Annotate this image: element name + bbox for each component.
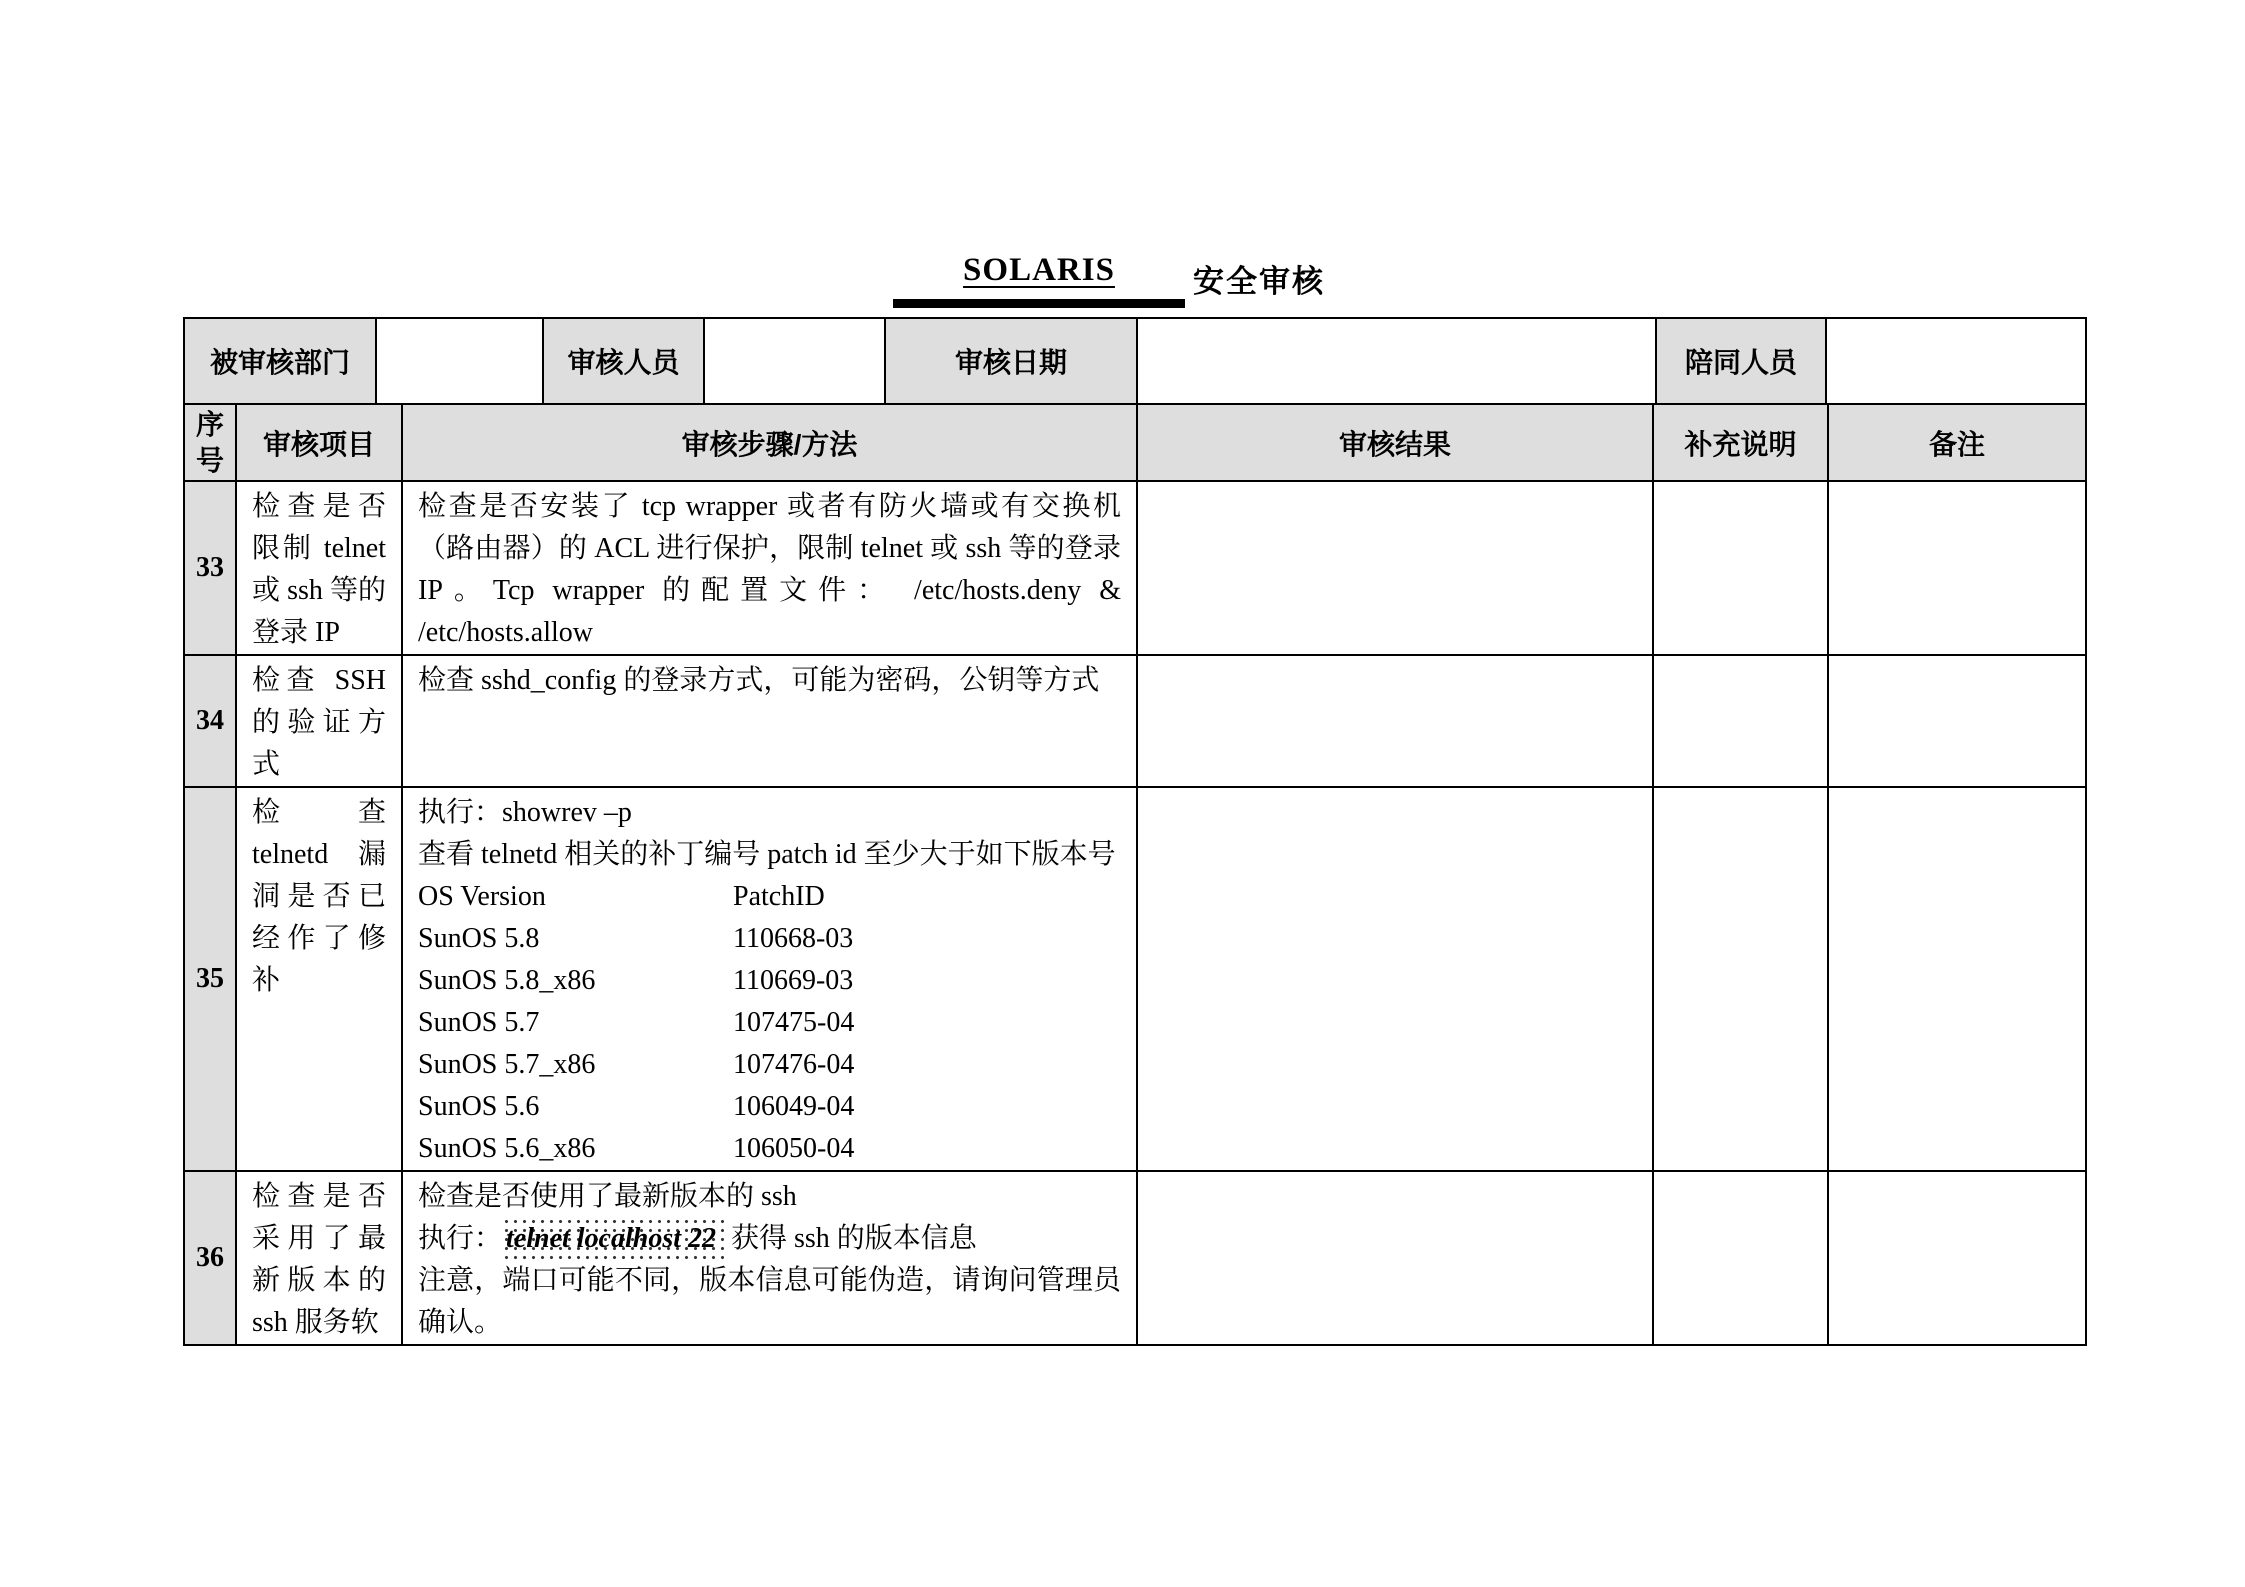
row35-no: 35: [184, 787, 236, 1171]
row34-remark[interactable]: [1828, 655, 2086, 787]
info-bar-row: [184, 318, 2086, 404]
row33-supplement[interactable]: [1653, 481, 1828, 655]
row34-no: 34: [184, 655, 236, 787]
row35-remark[interactable]: [1828, 787, 2086, 1171]
patch-id: 110669-03: [733, 965, 854, 996]
row35-method: [402, 787, 1137, 1171]
col-header-item: 审核项目: [236, 404, 402, 481]
row36-method-line1: 检查是否使用了最新版本的 ssh: [418, 1181, 797, 1212]
row36-method-note: 注意，端口可能不同，版本信息可能伪造，请询问管理员确认。: [418, 1265, 1121, 1338]
row36-item: 检查是否采用了最新版本的 ssh 服务软: [236, 1171, 402, 1345]
patch-id: 107476-04: [733, 1049, 855, 1080]
patch-os: SunOS 5.7: [418, 1007, 540, 1038]
patch-table-row: [418, 1002, 1121, 1044]
col-header-remark: 备注: [1828, 404, 2086, 481]
col-header-method: 审核步骤/方法: [402, 404, 1137, 481]
header-row: [184, 404, 2086, 481]
patch-os: SunOS 5.8: [418, 923, 540, 954]
row35-method-desc: 查看 telnetd 相关的补丁编号 patch id 至少大于如下版本号: [418, 839, 1116, 870]
patch-table-row: [418, 1044, 1121, 1086]
patch-os: SunOS 5.7_x86: [418, 1049, 596, 1080]
row33-result[interactable]: [1137, 481, 1653, 655]
patch-table-row: [418, 918, 1121, 960]
title-cn: 安全审核: [1193, 264, 1325, 299]
row33-method: 检查是否安装了 tcp wrapper 或者有防火墙或有交换机（路由器）的 ACL 进行保护，限制 telnet 或 ssh 等的登录 IP。Tcp wrapper 的配置文件： /etc/hosts.deny & /etc/hosts.allow: [402, 481, 1137, 655]
patch-os-header: OS Version: [418, 881, 546, 912]
row34-method: 检查 sshd_config 的登录方式，可能为密码，公钥等方式: [402, 655, 1137, 787]
patch-os: SunOS 5.6_x86: [418, 1133, 596, 1164]
col-header-result: 审核结果: [1137, 404, 1653, 481]
row35-method-exec: 执行：showrev –p: [418, 797, 632, 828]
info-bar-table: [183, 317, 2087, 405]
row36-remark[interactable]: [1828, 1171, 2086, 1345]
row36-method-exec: [418, 1218, 1121, 1260]
row34-supplement[interactable]: [1653, 655, 1828, 787]
companion-label: 陪同人员: [1656, 318, 1826, 404]
patch-id: 110668-03: [733, 923, 854, 954]
patch-table-header: [418, 876, 1121, 918]
row33-remark[interactable]: [1828, 481, 2086, 655]
companion-value[interactable]: [1826, 318, 2086, 404]
patch-os: SunOS 5.6: [418, 1091, 540, 1122]
exec-suffix: 获得 ssh 的版本信息: [724, 1223, 977, 1254]
patch-os: SunOS 5.8_x86: [418, 965, 596, 996]
row35-item: 检查 telnetd 漏洞是否已经作了修补: [236, 787, 402, 1171]
title-solaris-text: SOLARIS: [963, 252, 1115, 288]
table-row-35: [184, 787, 2086, 1171]
row35-result[interactable]: [1137, 787, 1653, 1171]
exec-command: telnet localhost 22: [502, 1217, 724, 1260]
table-row-36: [184, 1171, 2086, 1345]
row36-no: 36: [184, 1171, 236, 1345]
auditor-value[interactable]: [704, 318, 885, 404]
table-row-34: [184, 655, 2086, 787]
patch-id: 106049-04: [733, 1091, 855, 1122]
row35-supplement[interactable]: [1653, 787, 1828, 1171]
row36-result[interactable]: [1137, 1171, 1653, 1345]
audit-date-label: 审核日期: [885, 318, 1137, 404]
row36-supplement[interactable]: [1653, 1171, 1828, 1345]
row36-method: [402, 1171, 1137, 1345]
audited-dept-label: 被审核部门: [184, 318, 376, 404]
audited-dept-value[interactable]: [376, 318, 543, 404]
row34-result[interactable]: [1137, 655, 1653, 787]
audit-checklist-table: [183, 403, 2087, 1346]
patch-table-row: [418, 1128, 1121, 1170]
row34-item: 检查 SSH 的验证方式: [236, 655, 402, 787]
patch-id-header: PatchID: [733, 881, 825, 912]
audit-date-value[interactable]: [1137, 318, 1656, 404]
patch-id: 106050-04: [733, 1133, 855, 1164]
title-solaris: [893, 252, 1185, 308]
patch-table-row: [418, 1086, 1121, 1128]
row33-item: 检查是否限制 telnet 或 ssh 等的登录 IP: [236, 481, 402, 655]
col-header-no: 序号: [184, 404, 236, 481]
table-row-33: [184, 481, 2086, 655]
col-header-supplement: 补充说明: [1653, 404, 1828, 481]
patch-id: 107475-04: [733, 1007, 855, 1038]
row33-no: 33: [184, 481, 236, 655]
exec-prefix: 执行：: [418, 1223, 503, 1254]
auditor-label: 审核人员: [543, 318, 704, 404]
patch-table-row: [418, 960, 1121, 1002]
